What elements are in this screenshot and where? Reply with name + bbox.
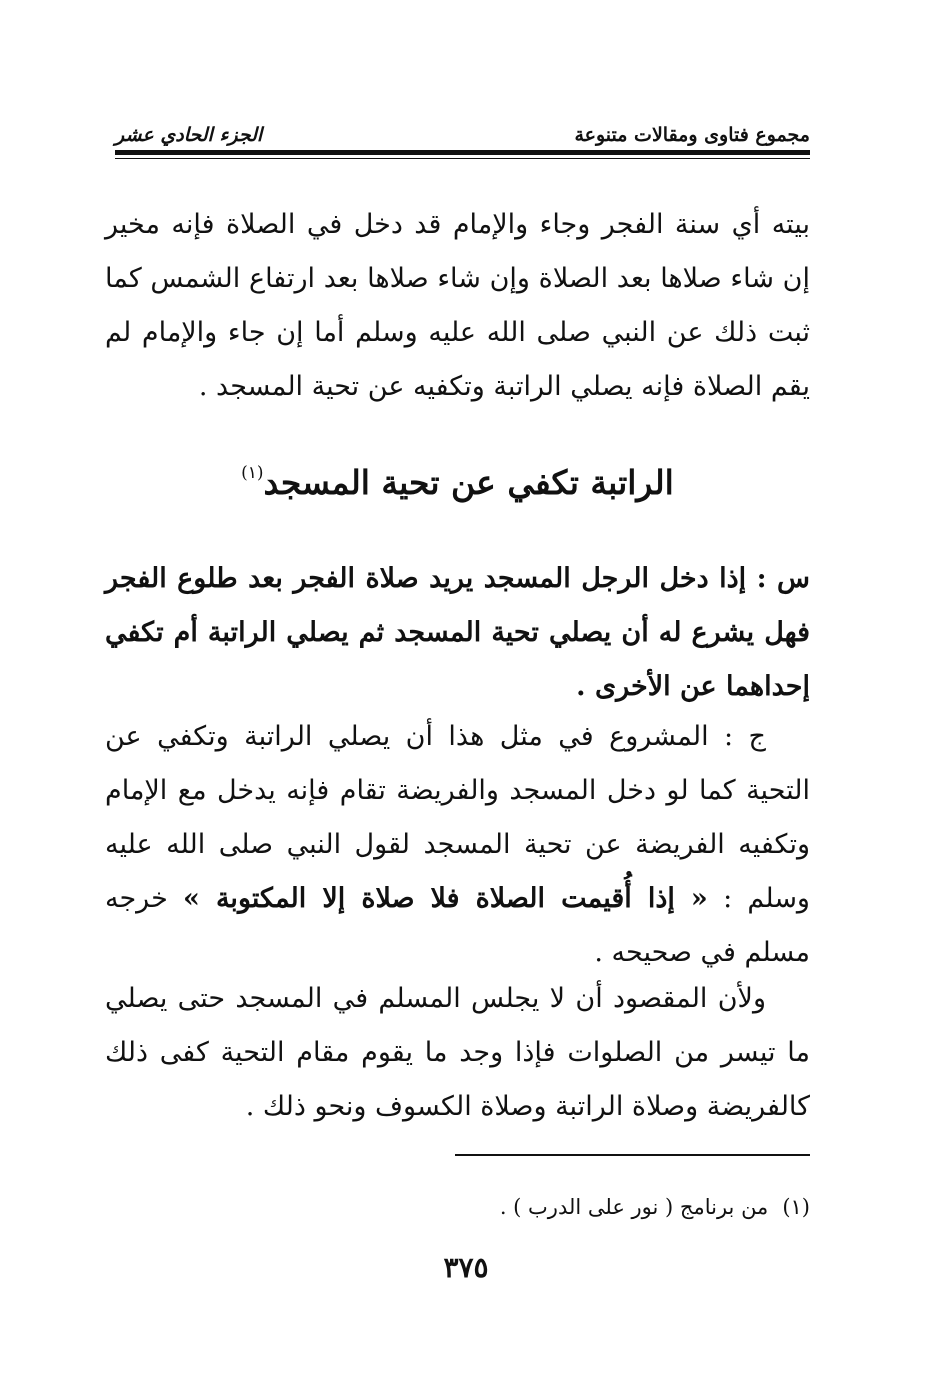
- continuation-paragraph: بيته أي سنة الفجر وجاء والإمام قد دخل في الصلاة فإنه مخير إن شاء صلاها بعد الصلاة وإن شاء صلاها بعد ارتفاع الشمس كما ثبت ذلك عن النبي صلى الله عليه وسلم أما إن جاء والإمام لم يقم الصلاة فإنه يصلي الراتبة وتكفيه عن تحية المسجد .: [105, 209, 810, 402]
- closing-text: ولأن المقصود أن لا يجلس المسلم في المسجد حتى يصلي ما تيسر من الصلوات فإذا وجد ما يقوم مقام التحية كفى ذلك كالفريضة وصلاة الراتبة وصلاة الكسوف ونحو ذلك .: [105, 983, 810, 1122]
- footnote: [300, 1190, 810, 1224]
- footnote-text: من برنامج ( نور على الدرب ) .: [499, 1195, 769, 1219]
- footnote-number: (١): [782, 1195, 810, 1219]
- answer-paragraph: [105, 710, 810, 980]
- section-heading: [105, 448, 810, 508]
- volume-title: الجزء الحادي عشر: [115, 124, 263, 146]
- running-header: [115, 112, 810, 146]
- hadith-quote: « إذا أُقيمت الصلاة فلا صلاة إلا المكتوبة »: [183, 883, 708, 914]
- footnote-separator: [455, 1154, 810, 1156]
- page-number: ٣٧٥: [443, 1251, 489, 1284]
- question-paragraph: س : إذا دخل الرجل المسجد يريد صلاة الفجر بعد طلوع الفجر فهل يشرع له أن يصلي تحية المسجد ثم يصلي الراتبة أم تكفي إحداهما عن الأخرى .: [105, 563, 810, 702]
- answer-source: خرجه مسلم في صحيحه .: [105, 883, 810, 968]
- footnote-reference: (١): [241, 463, 264, 483]
- closing-paragraph: [105, 972, 810, 1134]
- header-rule-thin: [115, 158, 810, 159]
- book-title: مجموع فتاوى ومقالات متنوعة: [574, 124, 810, 146]
- header-rule-thick: [115, 150, 810, 155]
- answer-text: ج : المشروع في مثل هذا أن يصلي الراتبة وتكفي عن التحية كما لو دخل المسجد والفريضة تقام فإنه يدخل مع الإمام وتكفيه الفريضة عن تحية المسجد لقول النبي صلى الله عليه وسلم :: [105, 721, 810, 914]
- section-heading-text: الراتبة تكفي عن تحية المسجد: [263, 463, 674, 502]
